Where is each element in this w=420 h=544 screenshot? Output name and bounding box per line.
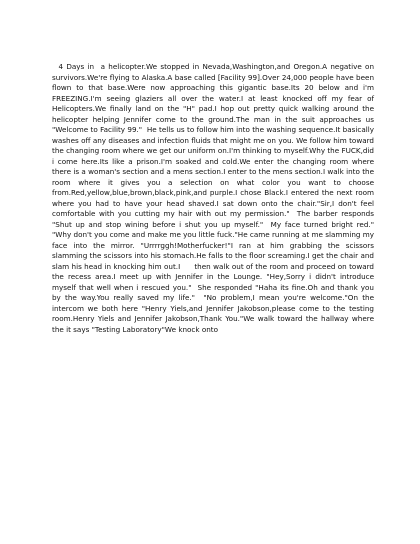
document-page bbox=[52, 62, 379, 335]
body-paragraph: 4 Days in a helicopter.We stopped in Nevada,Washington,and Oregon.A negative on survivors.We're flying to Alaska.A base called [Facility 99].Over 24,000 people have been flown to that base.Were now approaching this gigantic base.Its 20 below and i'm FREEZING.I'm seeing glaziers all over the water.I at least knocked off my fear of Helicopters.We finally land on the "H" pad.I hop out pretty quick walking around the helicopter helping Jennifer come to the ground.The man in the suit approaches us "Welcome to Facility 99." He tells us to follow him into the washing sequence.It basically washes off any diseases and infection fluids that might me on you. We follow him toward the changing room where we get our uniform on.I'm thinking to myself.Why the FUCK,did i come here.Its like a prison.I'm soaked and cold.We enter the changing room where there is a woman's section and a mens section.I enter to the mens section.I walk into the room where it gives you a selection on what color you want to choose from.Red,yellow,blue,brown,black,pink,and purple.I chose Black.I entered the next room where you had to have your head shaved.I sat down onto the chair."Sir,I don't feel comfortable with you cutting my hair with out my permission." The barber responds "Shut up and stop wining before i shut you up myself." My face turned bright red." "Why don't you come and make me you little fuck."He came running at me slamming my face into the mirror. "Urrrrggh!Motherfucker!"I ran at him grabbing the scissors slamming the scissors into his stomach.He falls to the floor screaming.I get the chair and slam his head in knocking him out.I then walk out of the room and proceed on toward the recess area.I meet up with Jennifer in the Lounge. "Hey,Sorry i didn't introduce myself that well when i rescued you." She responded "Haha its fine.Oh and thank you by the way.You really saved my life." "No problem,I mean you're welcome."On the intercom we both here "Henry Yiels,and Jennifer Jakobson,please come to the testing room.Henry Yiels and Jennifer Jakobson,Thank You."We walk toward the hallway where the it says "Testing Laboratory"We knock onto bbox=[52, 62, 379, 334]
